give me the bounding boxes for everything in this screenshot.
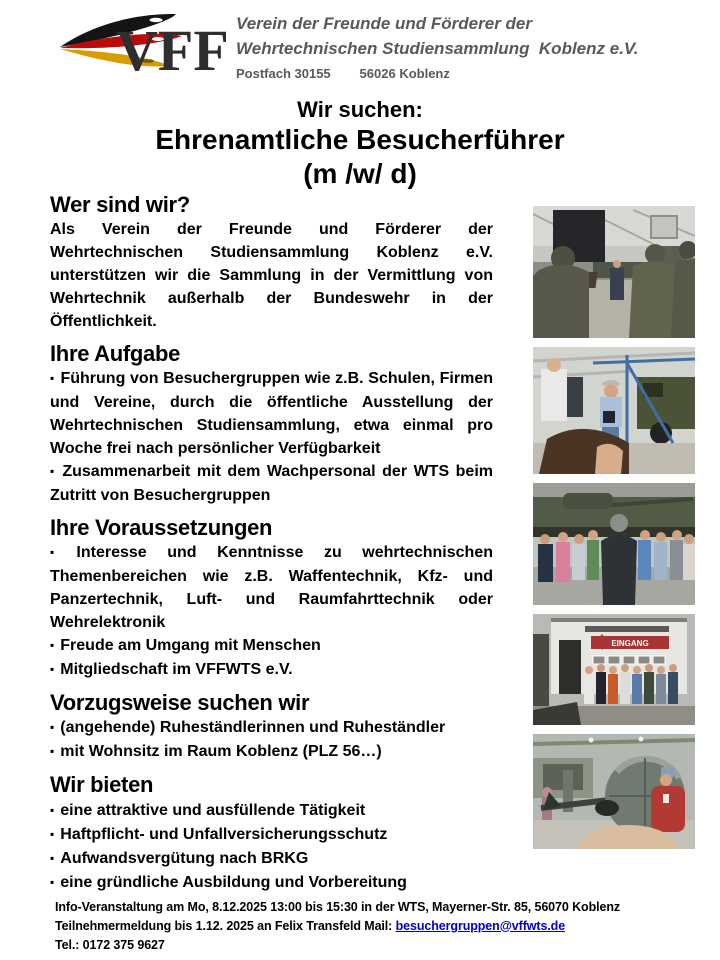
list-item	[50, 871, 493, 895]
email-link[interactable]: besuchergruppen@vffwts.de	[395, 918, 566, 933]
list-item	[50, 367, 493, 460]
content	[0, 193, 720, 895]
section-wer-sind-wir	[50, 193, 493, 333]
section-heading: Ihre Voraussetzungen	[50, 514, 273, 540]
list-item-text: Freude am Umgang mit Menschen	[60, 637, 321, 655]
bullet-icon: ▪	[50, 545, 71, 560]
bullet-list	[50, 541, 493, 682]
bullet-icon: ▪	[50, 463, 57, 478]
photo-tour-soldiers	[533, 206, 695, 338]
list-item-text: Mitgliedschaft im VFFWTS e.V.	[60, 661, 293, 679]
section-heading: Ihre Aufgabe	[50, 340, 181, 366]
eingang-sign-text: EINGANG	[611, 638, 649, 648]
bullet-icon: ▪	[50, 720, 55, 735]
text-column	[50, 193, 493, 895]
bullet-list	[50, 716, 493, 764]
photo-column	[533, 206, 695, 895]
photo-group-tank	[533, 483, 695, 605]
vff-logo-graphic	[58, 6, 226, 78]
bullet-icon: ▪	[50, 874, 55, 889]
list-item-text: (angehende) Ruheständlerinnen und Ruheständler	[60, 719, 446, 737]
list-item	[50, 740, 493, 764]
section-heading: Wir bieten	[50, 772, 154, 798]
section-ihre-aufgabe	[50, 342, 493, 507]
org-block	[236, 6, 638, 81]
bullet-list	[50, 799, 493, 895]
bullet-list	[50, 367, 493, 507]
list-item	[50, 460, 493, 507]
bullet-icon: ▪	[50, 662, 55, 677]
list-item	[50, 823, 493, 847]
section-wir-bieten	[50, 773, 493, 894]
footer	[55, 898, 715, 954]
bullet-icon: ▪	[50, 826, 55, 841]
bullet-icon: ▪	[50, 802, 55, 817]
list-item	[50, 716, 493, 740]
list-item-text: Aufwandsvergütung nach BRKG	[60, 849, 309, 867]
photo-guide-truck	[533, 347, 695, 474]
bullet-icon: ▪	[50, 850, 55, 865]
bullet-icon: ▪	[50, 370, 55, 385]
header	[0, 0, 720, 83]
list-item-text: Führung von Besuchergruppen wie z.B. Schulen, Firmen und Vereine, durch die öffentliche Ausstellung der Wehrtechnischen Studiensammlung, etwa einmal pro Woche frei nach persönlicher Verfügbarkeit	[50, 369, 493, 457]
footer-phone-line: Tel.: 0172 375 9627	[55, 937, 165, 952]
list-item-text: Interesse und Kenntnisse zu wehrtechnischen Themenbereichen wie z.B. Waffentechnik, Kfz- und Panzertechnik, Luft- und Raumfahrttechnik oder Wehrelektronik	[50, 544, 493, 632]
section-ihre-voraussetzungen	[50, 516, 493, 682]
list-item	[50, 634, 493, 658]
org-name-line1: Verein der Freunde und Förderer der	[236, 14, 532, 33]
list-item-text: eine gründliche Ausbildung und Vorbereitung	[60, 873, 407, 891]
list-item	[50, 799, 493, 823]
bullet-icon: ▪	[50, 638, 55, 653]
photo-group-entrance	[533, 614, 695, 725]
photo-guide-helicopter	[533, 734, 695, 849]
list-item	[50, 658, 493, 682]
section-heading: Wer sind wir?	[50, 191, 190, 217]
footer-registration-text: Teilnehmermeldung bis 1.12. 2025 an Felix Transfeld Mail:	[55, 918, 396, 933]
list-item	[50, 847, 493, 871]
page-title-line2: (m /w/ d)	[303, 157, 417, 189]
title-kicker: Wir suchen:	[297, 97, 423, 122]
org-name-line2: Wehrtechnischen Studiensammlung Koblenz e.V.	[236, 38, 639, 58]
list-item-text: Zusammenarbeit mit dem Wachpersonal der WTS beim Zutritt von Besuchergruppen	[50, 462, 493, 504]
section-paragraph: Als Verein der Freunde und Förderer der Wehrtechnischen Studiensammlung Koblenz e.V. unterstützen wir die Sammlung in der Vermittlung von Wehrtechnik außerhalb der Bundeswehr in der Öffentlichkeit.	[50, 220, 493, 330]
title-block	[0, 97, 720, 191]
logo-text: VFF	[116, 18, 226, 78]
list-item-text: eine attraktive und ausfüllende Tätigkeit	[60, 801, 366, 819]
org-address: Postfach 30155 56026 Koblenz	[236, 66, 450, 82]
page-title-line1: Ehrenamtliche Besucherführer	[155, 124, 565, 156]
vff-logo	[58, 6, 226, 83]
section-heading: Vorzugsweise suchen wir	[50, 690, 310, 716]
bullet-icon: ▪	[50, 744, 55, 759]
list-item-text: Haftpflicht- und Unfallversicherungsschutz	[60, 825, 388, 843]
section-vorzugsweise-suchen-wir	[50, 691, 493, 764]
footer-info-line: Info-Veranstaltung am Mo, 8.12.2025 13:00 bis 15:30 in der WTS, Mayerner-Str. 85, 56070 Koblenz	[55, 900, 621, 914]
list-item	[50, 541, 493, 634]
list-item-text: mit Wohnsitz im Raum Koblenz (PLZ 56…)	[60, 743, 382, 761]
footer-registration-line	[55, 917, 715, 936]
